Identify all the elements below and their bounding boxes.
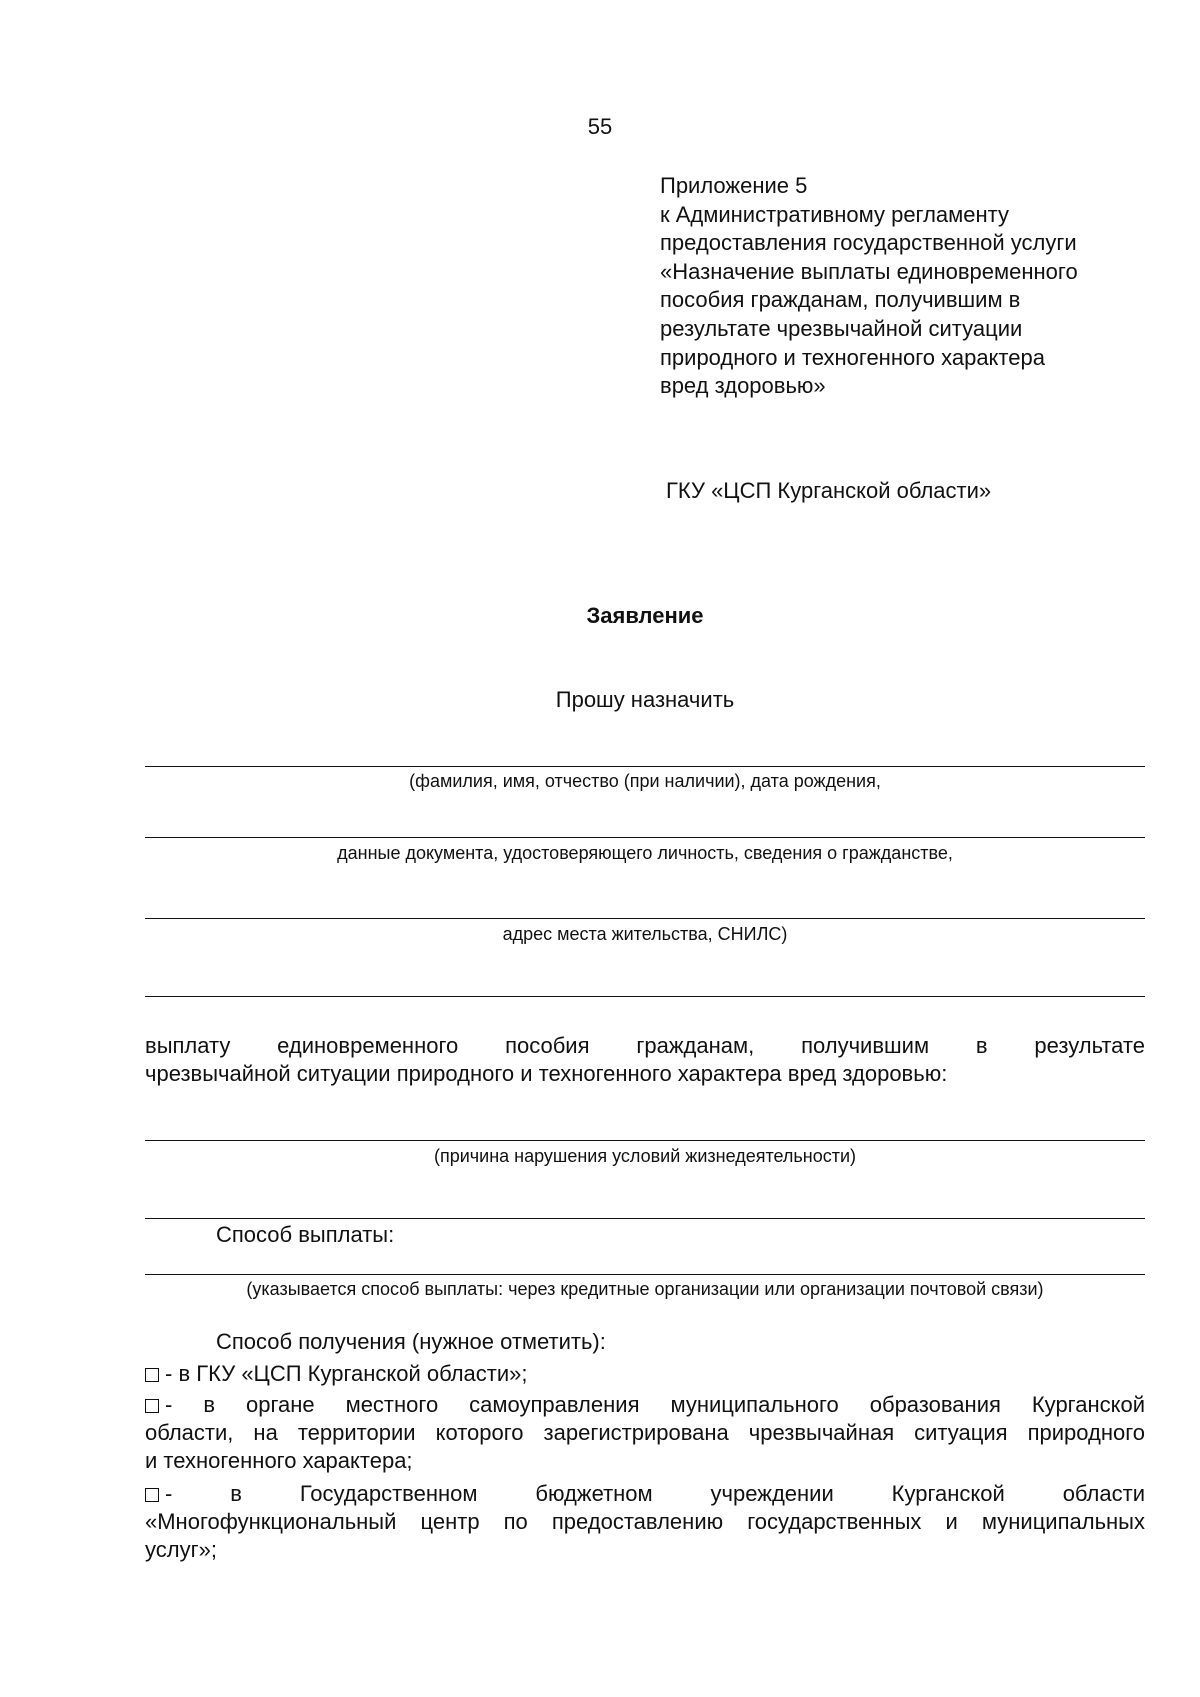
applicant-name-field[interactable] xyxy=(145,766,1145,767)
option-text: в ГКУ «ЦСП Курганской области»; xyxy=(178,1361,528,1386)
payment-method-field[interactable] xyxy=(145,1274,1145,1275)
benefit-text xyxy=(145,1032,1145,1088)
reason-field[interactable] xyxy=(145,1140,1145,1141)
addressee: ГКУ «ЦСП Курганской области» xyxy=(666,478,992,503)
applicant-name-caption: (фамилия, имя, отчество (при наличии), дата рождения, xyxy=(409,771,881,791)
appendix-line: природного и техногенного характера xyxy=(660,344,1045,370)
appendix-note xyxy=(660,172,1180,401)
receipt-method-label: Способ получения (нужное отметить): xyxy=(216,1329,606,1354)
reason-extra-field[interactable] xyxy=(145,1218,1145,1219)
receipt-option-local-government[interactable] xyxy=(145,1391,1145,1475)
option-text: «Многофункциональный центр по предоставлению государственных и муниципальных xyxy=(145,1509,1145,1534)
option-text: услуг»; xyxy=(145,1537,217,1562)
appendix-line: Приложение 5 xyxy=(660,173,808,198)
option-prefix: - xyxy=(165,1481,173,1506)
appendix-line: к Административному регламенту xyxy=(660,201,1010,227)
option-text: и техногенного характера; xyxy=(145,1448,413,1473)
receipt-option-gku[interactable] xyxy=(145,1360,1145,1388)
option-text: в Государственном бюджетном учреждении Курганской области xyxy=(230,1481,1145,1506)
applicant-document-field[interactable] xyxy=(145,837,1145,838)
option-prefix: - xyxy=(165,1361,173,1386)
applicant-extra-field[interactable] xyxy=(145,996,1145,997)
applicant-address-field[interactable] xyxy=(145,918,1145,919)
payment-method-caption: (указывается способ выплаты: через кредитные организации или организации почтовой связи) xyxy=(246,1279,1044,1299)
receipt-option-mfc[interactable] xyxy=(145,1480,1145,1564)
document-title: Заявление xyxy=(586,603,704,628)
appendix-line: «Назначение выплаты единовременного xyxy=(660,258,1078,284)
applicant-document-caption: данные документа, удостоверяющего личность, сведения о гражданстве, xyxy=(337,843,953,863)
benefit-text-line: выплату единовременного пособия гражданам, получившим в результате xyxy=(145,1033,1145,1058)
request-text: Прошу назначить xyxy=(555,687,735,712)
appendix-line: результате чрезвычайной ситуации xyxy=(660,315,1023,341)
option-prefix: - xyxy=(165,1392,173,1417)
option-text: области, на территории которого зарегистрирована чрезвычайная ситуация природного xyxy=(145,1420,1145,1445)
applicant-address-caption: адрес места жительства, СНИЛС) xyxy=(502,924,788,944)
checkbox-icon[interactable] xyxy=(145,1488,159,1502)
appendix-line: пособия гражданам, получившим в xyxy=(660,287,1021,313)
payment-method-label: Способ выплаты: xyxy=(216,1222,395,1247)
checkbox-icon[interactable] xyxy=(145,1368,159,1382)
benefit-text-line: чрезвычайной ситуации природного и техногенного характера вред здоровью: xyxy=(145,1061,948,1086)
appendix-line: вред здоровью» xyxy=(660,373,826,399)
page-number: 55 xyxy=(587,114,613,139)
option-text: в органе местного самоуправления муниципального образования Курганской xyxy=(203,1392,1145,1417)
appendix-line: предоставления государственной услуги xyxy=(660,230,1077,256)
reason-caption: (причина нарушения условий жизнедеятельности) xyxy=(433,1146,857,1166)
checkbox-icon[interactable] xyxy=(145,1399,159,1413)
